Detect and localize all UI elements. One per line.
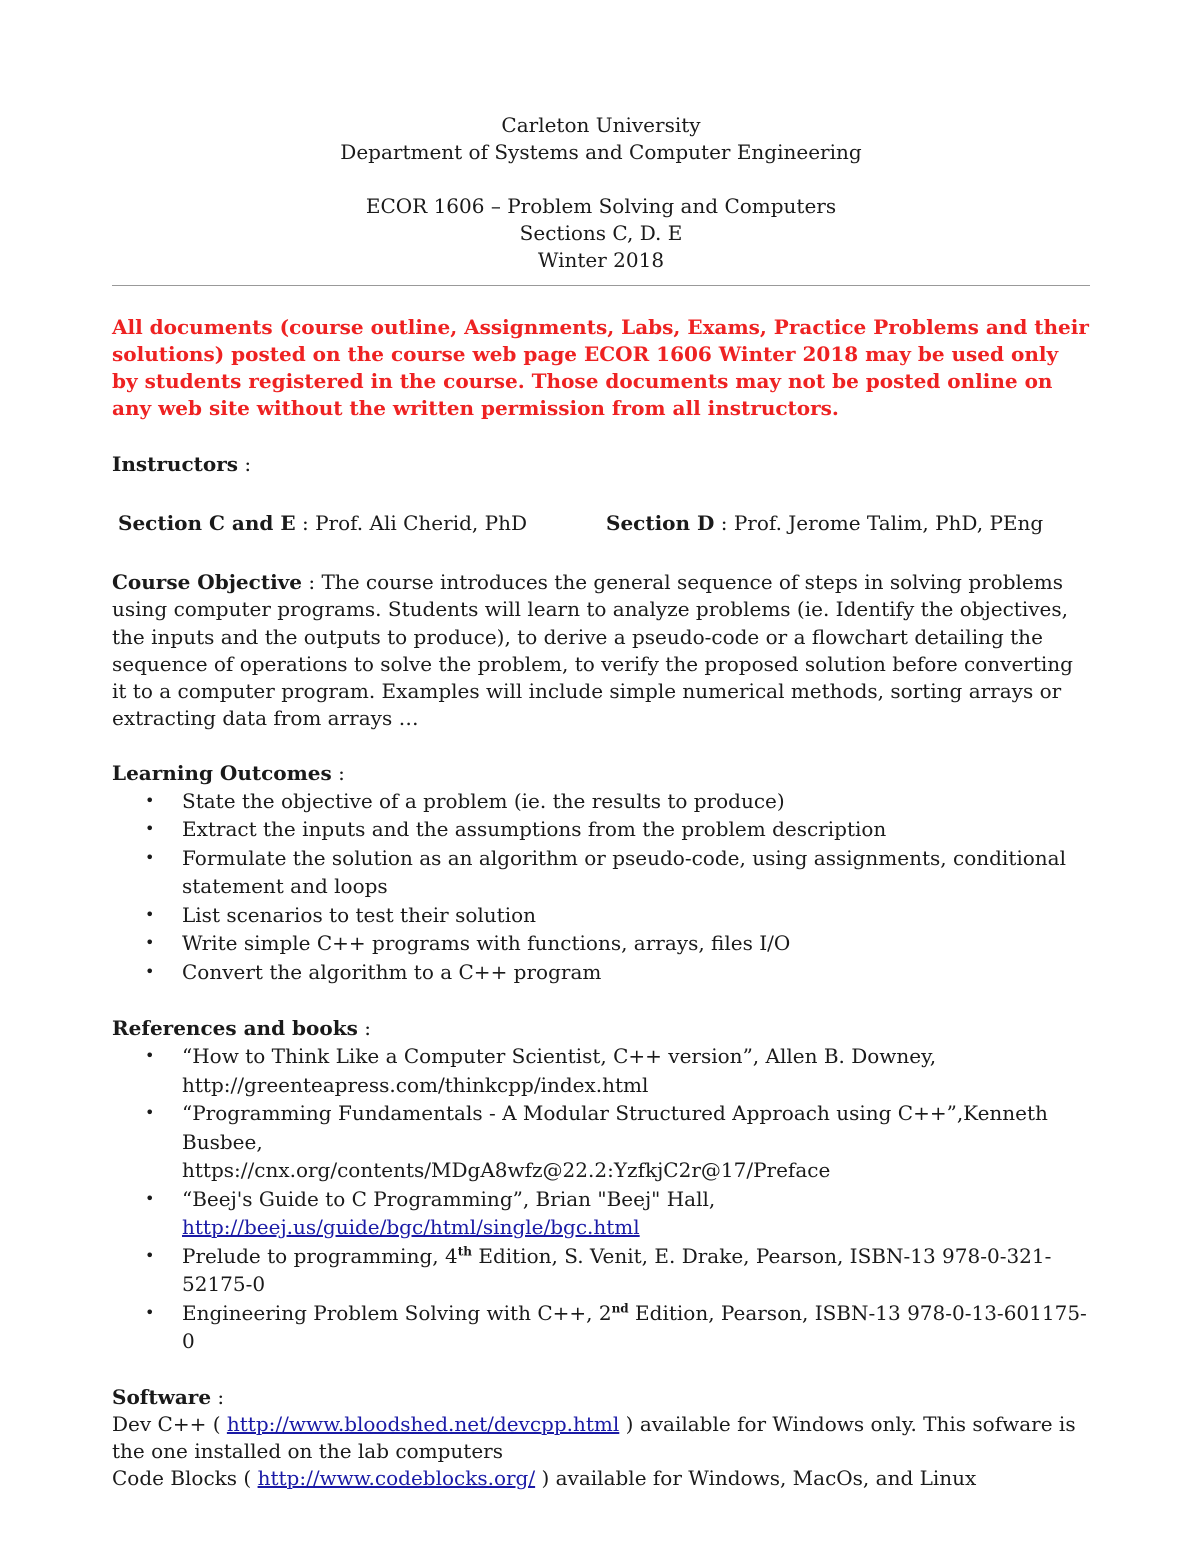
software-devcpp: Dev C++ ( http://www.bloodshed.net/devcpp.html ) available for Windows only. This sofware is the one installed on the lab computers [112,1411,1076,1463]
devcpp-link[interactable]: http://www.bloodshed.net/devcpp.html [226,1411,620,1436]
objective-text: : The course introduces the general sequence of steps in solving problems using computer programs. Students will learn to analyze problems (ie. Identify the objectives, the inputs and the outputs to produce), to derive a pseudo-code or a flowchart detailing the sequence of operations to solve the problem, to verify the proposed solution before converting it to a computer program. Examples will include simple numerical methods, sorting arrays or extracting data from arrays … [112,570,1073,731]
section-d-instructor: : Prof. Jerome Talim, PhD, PEng [714,511,1044,535]
header-divider [112,285,1090,286]
section-ce-instructor: : Prof. Ali Cherid, PhD [295,511,527,535]
reference-url: https://cnx.org/contents/MDgA8wfz@22.2:YzfkjC2r@17/Preface [182,1158,831,1183]
list-item: • Formulate the solution as an algorithm or pseudo-code, using assignments, conditional statement and loops [145,845,1067,899]
list-item: • Prelude to programming, 4th Edition, S. Venit, E. Drake, Pearson, ISBN-13 978-0-321-52175-0 [145,1243,1052,1297]
list-item: • Extract the inputs and the assumptions from the problem description [112,815,1090,844]
bullet-icon: • [145,961,155,981]
section-d-label: Section D [606,511,715,535]
instructors-row [112,510,1090,537]
course-objective [112,569,1090,733]
bullet-icon: • [145,933,155,953]
bullet-icon: • [145,1046,155,1066]
reference-text: “Programming Fundamentals - A Modular Structured Approach using C++”,Kenneth Busbee, [182,1101,1048,1154]
bullet-icon: • [145,1103,155,1123]
outcomes-list [112,787,1090,987]
objective-label: Course Objective [112,570,303,594]
document-page [112,112,1090,1492]
reference-url: http://greenteapress.com/thinkcpp/index.html [182,1072,649,1097]
bullet-icon: • [145,847,155,867]
list-item: • Convert the algorithm to a C++ program [112,958,1090,987]
document-header [112,112,1090,274]
section-ce-label: Section C and E [118,511,296,535]
beej-guide-link[interactable]: http://beej.us/guide/bgc/html/single/bgc.html [182,1215,640,1240]
instructors-sep: : [238,452,252,476]
bullet-icon: • [145,904,155,924]
list-item: • State the objective of a problem (ie. the results to produce) [112,787,1090,816]
outcomes-sep: : [331,760,345,785]
course-title: ECOR 1606 – Problem Solving and Computers [365,194,837,218]
references-list [112,1042,1090,1356]
bullet-icon: • [145,790,155,810]
instructors-label: Instructors [112,452,239,476]
bullet-icon: • [145,1245,155,1265]
list-item [112,1042,1090,1099]
university-name: Carleton University [501,113,701,137]
bullet-icon: • [145,819,155,839]
instructor-section-ce [118,510,527,537]
references-sep: : [357,1016,371,1041]
software-codeblocks: Code Blocks ( http://www.codeblocks.org/ ) available for Windows, MacOs, and Linux [112,1465,977,1490]
department-name: Department of Systems and Computer Engineering [340,140,862,164]
bullet-icon: • [145,1302,155,1322]
references-heading [112,1014,1090,1042]
bullet-icon: • [145,1188,155,1208]
outcomes-heading [112,760,1090,787]
list-item: • Write simple C++ programs with functions, arrays, files I/O [112,929,1090,958]
reference-text: “How to Think Like a Computer Scientist, C++ version”, Allen B. Downey, [182,1044,937,1069]
list-item [112,1099,1090,1185]
software-label: Software [112,1384,212,1409]
list-item: • List scenarios to test their solution [112,901,1090,930]
outcomes-label: Learning Outcomes [112,760,332,785]
instructors-heading [112,451,1090,478]
reference-text: “Beej's Guide to C Programming”, Brian "Beej" Hall, [182,1186,716,1211]
references-label: References and books [112,1016,358,1041]
course-term: Winter 2018 [537,248,665,272]
codeblocks-link[interactable]: http://www.codeblocks.org/ [257,1465,536,1490]
course-sections: Sections C, D. E [519,221,683,245]
software-sep: : [211,1384,225,1409]
copyright-notice: All documents (course outline, Assignments, Labs, Exams, Practice Problems and their solutions) posted on the course web page ECOR 1606 Winter 2018 may be used only by students registered in the course. Those documents may not be posted online on any web site without the written permission from all instructors. [112,315,1089,420]
list-item [112,1185,1090,1242]
list-item: • Engineering Problem Solving with C++, 2nd Edition, Pearson, ISBN-13 978-0-13-601175-0 [145,1300,1087,1354]
instructor-section-d [606,510,1043,537]
header-spacer [112,166,1090,193]
software-heading [112,1384,1090,1411]
